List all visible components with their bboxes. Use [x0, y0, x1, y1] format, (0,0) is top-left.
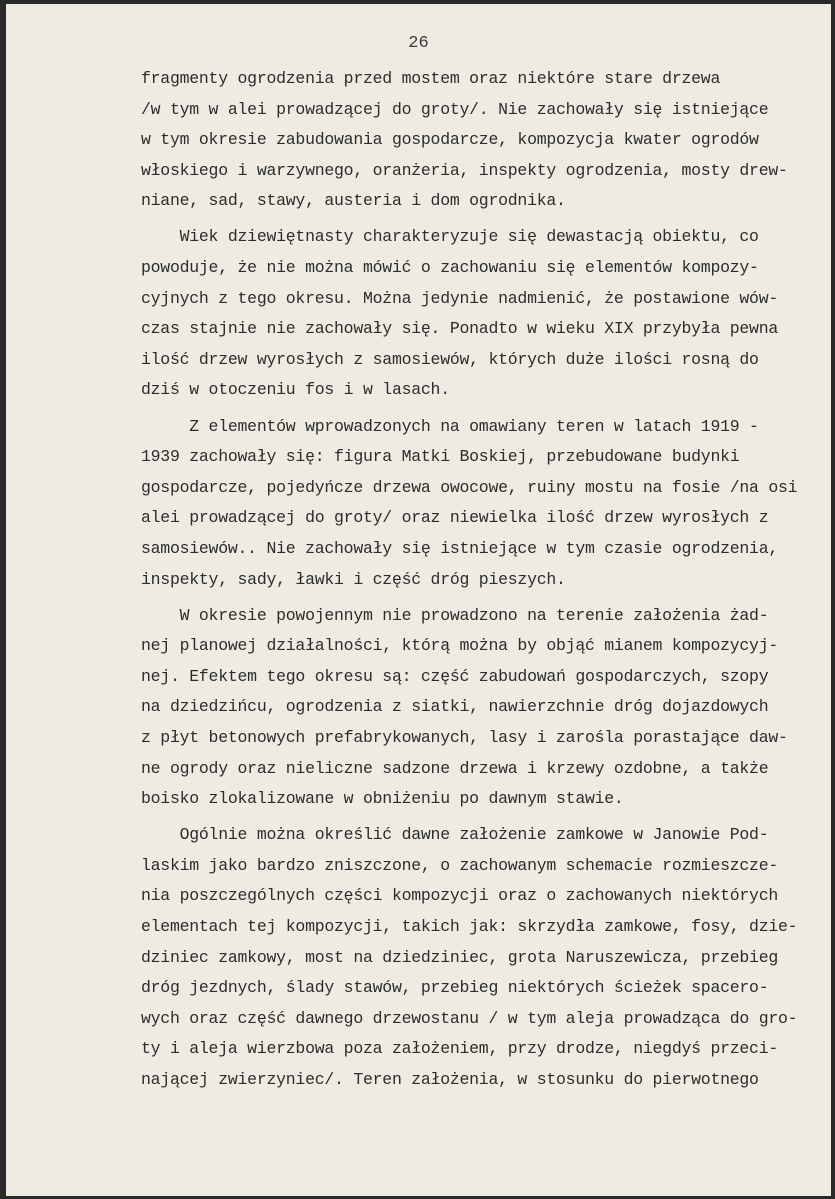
text-line: fragmenty ogrodzenia przed mostem oraz niektóre stare drzewa [141, 69, 721, 88]
text-line: wych oraz część dawnego drzewostanu / w tym aleja prowadząca do gro- [141, 1008, 798, 1028]
text-line: w tym okresie zabudowania gospodarcze, kompozycja kwater ogrodów [141, 130, 759, 150]
text-line: na dziedzińcu, ogrodzenia z siatki, nawierzchnie dróg dojazdowych [141, 697, 769, 717]
text-line: elementach tej kompozycji, takich jak: skrzydła zamkowe, fosy, dzie- [141, 917, 798, 937]
text-line: cyjnych z tego okresu. Można jedynie nadmienić, że postawione wów- [141, 288, 779, 308]
text-line: boisko zlokalizowane w obniżeniu po dawnym stawie. [141, 789, 624, 809]
text-line: nającej zwierzyniec/. Teren założenia, w stosunku do pierwotnego [141, 1070, 759, 1089]
typewritten-page [6, 4, 831, 1196]
text-line: samosiewów.. Nie zachowały się istniejące w tym czasie ogrodzenia, [141, 538, 779, 558]
text-line: ne ogrody oraz nieliczne sadzone drzewa i krzewy ozdobne, a także [141, 758, 769, 778]
text-line: ty i aleja wierzbowa poza założeniem, przy drodze, niegdyś przeci- [141, 1039, 779, 1059]
text-line: Wiek dziewiętnasty charakteryzuje się dewastacją obiektu, co [141, 227, 759, 247]
text-line: czas stajnie nie zachowały się. Ponadto w wieku XIX przybyła pewna [141, 319, 779, 339]
text-line: nej. Efektem tego okresu są: część zabudowań gospodarczych, szopy [141, 666, 769, 686]
text-line: włoskiego i warzywnego, oranżeria, inspekty ogrodzenia, mosty drew- [141, 160, 788, 180]
text-line: powoduje, że nie można mówić o zachowaniu się elementów kompozy- [141, 258, 759, 278]
text-line: niane, sad, stawy, austeria i dom ogrodnika. [141, 191, 566, 211]
text-line: 1939 zachowały się: figura Matki Boskiej, przebudowane budynki [141, 447, 740, 467]
page-number: 26 [408, 34, 429, 53]
text-line: laskim jako bardzo zniszczone, o zachowanym schemacie rozmieszcze- [141, 855, 779, 875]
text-line: dziniec zamkowy, most na dziedziniec, grota Naruszewicza, przebieg [141, 947, 779, 967]
text-line: inspekty, sady, ławki i część dróg pieszych. [141, 569, 566, 589]
text-line: Z elementów wprowadzonych na omawiany teren w latach 1919 - [141, 416, 759, 436]
text-line: nej planowej działalności, którą można by objąć mianem kompozycyj- [141, 636, 779, 656]
text-line: /w tym w alei prowadzącej do groty/. Nie zachowały się istniejące [141, 99, 769, 119]
text-line: dziś w otoczeniu fos i w lasach. [141, 380, 450, 400]
text-line: Ogólnie można określić dawne założenie zamkowe w Janowie Pod- [141, 825, 769, 845]
text-line: alei prowadzącej do groty/ oraz niewielka ilość drzew wyrosłych z [141, 508, 769, 528]
body-text [141, 64, 797, 1096]
text-line: ilość drzew wyrosłych z samosiewów, których duże ilości rosną do [141, 349, 759, 369]
text-line: W okresie powojennym nie prowadzono na terenie założenia żad- [141, 605, 769, 625]
text-line: gospodarcze, pojedyńcze drzewa owocowe, ruiny mostu na fosie /na osi [141, 477, 798, 497]
text-line: dróg jezdnych, ślady stawów, przebieg niektórych ścieżek spacero- [141, 978, 769, 998]
text-line: z płyt betonowych prefabrykowanych, lasy i zarośla porastające daw- [141, 727, 788, 747]
text-line: nia poszczególnych części kompozycji oraz o zachowanych niektórych [141, 886, 779, 906]
